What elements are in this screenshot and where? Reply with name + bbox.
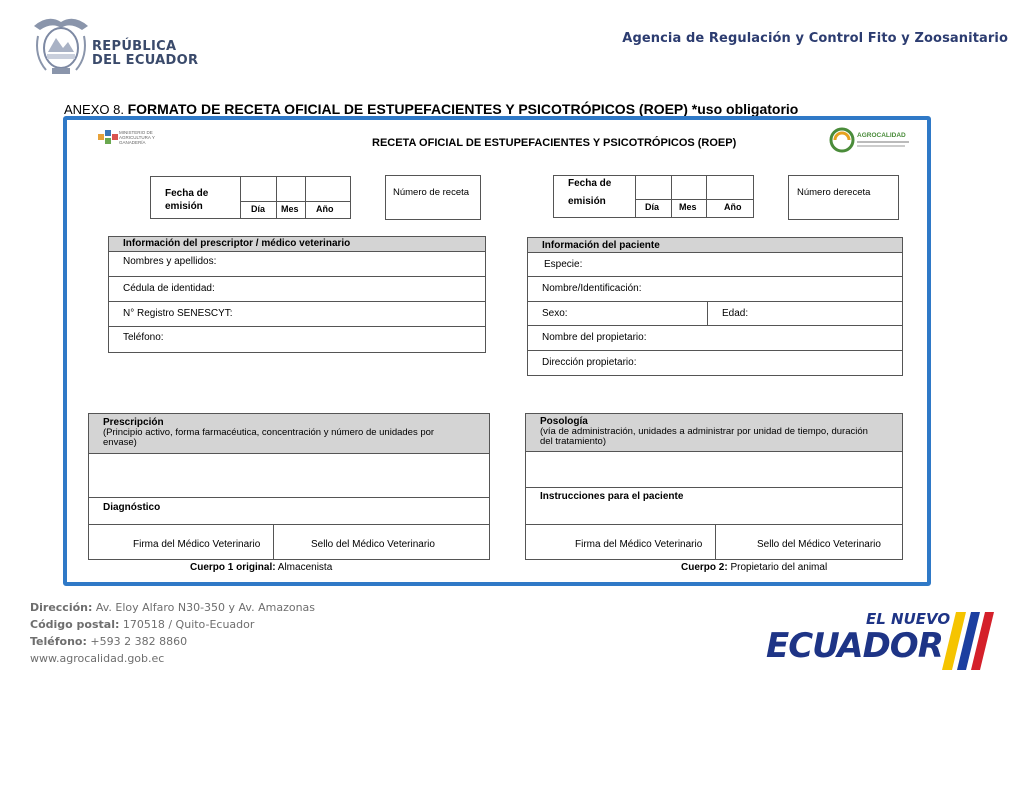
ministry-logo	[97, 128, 169, 150]
posology-field[interactable]	[525, 451, 903, 488]
prescriber-names-field[interactable]: Nombres y apellidos:	[108, 251, 486, 277]
form-title: RECETA OFICIAL DE ESTUPEFACIENTES Y PSICOTRÓPICOS (ROEP)	[372, 137, 737, 149]
agrocalidad-logo	[829, 127, 913, 153]
ministry-logo-text: MINISTERIO DE AGRICULTURA Y GANADERÍA	[119, 130, 155, 145]
left-day-label: Día	[251, 204, 266, 214]
annex-title	[64, 101, 798, 117]
posology-header	[525, 413, 903, 452]
posology-signature-field[interactable]: Firma del Médico Veterinario	[525, 524, 716, 560]
patient-name-field[interactable]: Nombre/Identificación:	[527, 276, 903, 302]
left-month-label: Mes	[281, 204, 299, 214]
prescription-seal-field[interactable]: Sello del Médico Veterinario	[273, 524, 490, 560]
prescription-header	[88, 413, 490, 454]
right-receipt-number-label: Número dereceta	[797, 187, 871, 198]
footer-phone: Teléfono: +593 2 382 8860	[30, 635, 188, 648]
gov-name-line1: REPÚBLICA	[92, 39, 177, 54]
right-date-label-1: Fecha de	[568, 178, 612, 189]
patient-sex-field[interactable]: Sexo:	[527, 301, 708, 326]
posology-seal-field[interactable]: Sello del Médico Veterinario	[715, 524, 903, 560]
el-nuevo-ecuador-logo	[766, 610, 996, 672]
coat-of-arms-icon	[30, 12, 92, 80]
owner-address-field[interactable]: Dirección propietario:	[527, 350, 903, 376]
brand-small: EL NUEVO	[866, 610, 951, 628]
right-date-label-2: emisión	[568, 196, 606, 207]
flag-stripes-icon	[942, 610, 994, 672]
right-day-label: Día	[645, 202, 660, 212]
prescriber-phone-field[interactable]: Teléfono:	[108, 326, 486, 353]
copy2-rest: Propietario del animal	[727, 562, 828, 573]
prescriber-section	[108, 236, 486, 353]
prescription-signature-field[interactable]: Firma del Médico Veterinario	[88, 524, 274, 560]
prescription-field[interactable]	[88, 453, 490, 498]
annex-heading: FORMATO DE RECETA OFICIAL DE ESTUPEFACIENTES Y PSICOTRÓPICOS (ROEP) *uso obligatorio	[127, 101, 799, 117]
footer-website[interactable]: www.agrocalidad.gob.ec	[30, 652, 165, 665]
owner-name-field[interactable]: Nombre del propietario:	[527, 325, 903, 351]
prescription-subtitle: (Principio activo, forma farmacéutica, concentración y número de unidades por envase)	[103, 427, 435, 448]
posology-section	[525, 413, 903, 560]
left-date-label: Fecha de emisión	[165, 188, 209, 212]
diagnosis-field[interactable]: Diagnóstico	[88, 497, 490, 525]
left-receipt-number-field[interactable]	[385, 175, 481, 220]
prescriber-id-field[interactable]: Cédula de identidad:	[108, 276, 486, 302]
patient-age-field[interactable]: Edad:	[707, 301, 903, 326]
posology-title: Posología	[540, 416, 588, 427]
posology-subtitle: (vía de administración, unidades a administrar por unidad de tiempo, duración del tratamiento)	[540, 426, 868, 447]
right-receipt-number-field[interactable]	[788, 175, 899, 220]
copy1-label	[190, 562, 332, 573]
copy1-rest: Almacenista	[275, 562, 333, 573]
patient-species-field[interactable]: Especie:	[527, 252, 903, 277]
copy2-bold: Cuerpo 2:	[681, 562, 728, 573]
agency-name: Agencia de Regulación y Control Fito y Zoosanitario	[622, 31, 1008, 46]
prescriber-senescyt-field[interactable]: N° Registro SENESCYT:	[108, 301, 486, 327]
prescriber-header: Información del prescriptor / médico veterinario	[108, 236, 486, 252]
prescription-section	[88, 413, 490, 560]
footer-contact	[30, 599, 315, 667]
copy1-bold: Cuerpo 1 original:	[190, 562, 276, 573]
footer-postal: Código postal: 170518 / Quito-Ecuador	[30, 618, 255, 631]
left-year-label: Año	[316, 204, 334, 214]
prescription-title: Prescripción	[103, 417, 164, 428]
patient-instructions-field[interactable]: Instrucciones para el paciente	[525, 487, 903, 525]
brand-big: ECUADOR	[766, 626, 943, 666]
gov-name-line2: DEL ECUADOR	[92, 53, 199, 68]
right-year-label: Año	[724, 202, 742, 212]
patient-header: Información del paciente	[527, 237, 903, 253]
agrocalidad-logo-text: AGROCALIDAD	[857, 132, 906, 139]
annex-prefix: ANEXO 8.	[64, 102, 124, 117]
footer-address: Dirección: Av. Eloy Alfaro N30-350 y Av. Amazonas	[30, 601, 316, 614]
left-receipt-number-label: Número de receta	[393, 187, 470, 198]
patient-section	[527, 237, 903, 376]
copy2-label	[681, 562, 827, 573]
right-month-label: Mes	[679, 202, 697, 212]
